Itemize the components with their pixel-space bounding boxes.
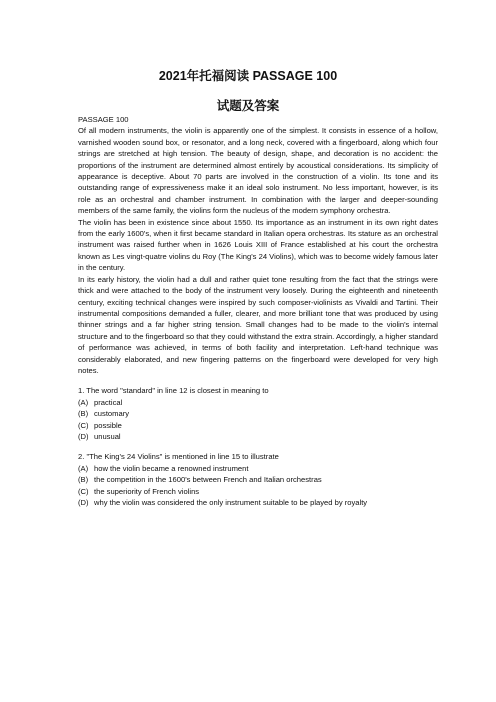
passage-paragraph-1: Of all modern instruments, the violin is apparently one of the simplest. It consists in essence of a hollow, varnished wooden sound box, or resonator, and a long neck, covered with a fingerboard, along which four strings are stretched at high tension. The beauty of design, shape, and decoration is no accident: the proportions of the instrument are determined almost entirely by acoustical considerations. Its simplicity of appearance is deceptive. About 70 parts are involved in the construction of a violin. Its tone and its outstanding range of expressiveness make it an ideal solo instrument. No less important, however, is its role as an orchestral and chamber instrument. In combination with the larger and deeper-sounding members of the same family, the violins form the nucleus of the modern symphony orchestra. bbox=[78, 126, 438, 216]
option-text: unusual bbox=[94, 431, 121, 441]
option-text: customary bbox=[94, 409, 130, 419]
document-title: 2021年托福阅读 PASSAGE 100 bbox=[158, 69, 338, 83]
answer-option bbox=[78, 431, 438, 442]
answer-option bbox=[78, 397, 438, 408]
option-key: (C) bbox=[78, 420, 89, 430]
option-key: (D) bbox=[78, 498, 89, 507]
option-text: how the violin became a renowned instrument bbox=[94, 463, 249, 473]
question-stem: 1. The word "standard" in line 12 is closest in meaning to bbox=[78, 386, 269, 396]
passage-body bbox=[78, 114, 438, 508]
option-key: (A) bbox=[78, 397, 89, 407]
answer-option bbox=[78, 408, 438, 419]
option-key: (A) bbox=[78, 463, 89, 473]
answer-option bbox=[78, 486, 438, 497]
answer-option bbox=[78, 463, 438, 474]
option-key: (C) bbox=[78, 486, 89, 496]
option-text: possible bbox=[94, 420, 122, 430]
answer-option bbox=[78, 420, 438, 431]
passage-paragraph-3: In its early history, the violin had a dull and rather quiet tone resulting from the fact that the strings were thick and were attached to the body of the instrument very loosely. During the eighteenth and nineteenth century, exciting technical changes were inspired by such composer-violinists as Vivaldi and Tartini. Their instrumental compositions demanded a fuller, clearer, and more brilliant tone that was produced by using thinner strings and a far higher string tension. Small changes had to be made to the violin's internal structure and to the fingerboard so that they could withstand the extra strain. Accordingly, a higher standard of performance was achieved, in terms of both facility and interpretation. Left-hand technique was considerably elaborated, and new fingering patterns on the fingerboard were developed for very high notes. bbox=[78, 274, 438, 375]
option-key: (B) bbox=[78, 475, 89, 485]
document-subtitle: 试题及答案 bbox=[216, 99, 280, 113]
option-text: the competition in the 1600's between French and Italian orchestras bbox=[94, 475, 322, 485]
option-key: (D) bbox=[78, 431, 89, 441]
question-1 bbox=[78, 385, 438, 442]
answer-option bbox=[78, 474, 438, 485]
passage-paragraph-2: The violin has been in existence since about 1550. Its importance as an instrument in its own right dates from the early 1600's, when it first became standard in Italian opera orchestras. Its stature as an orchestral instrument was raised further when in 1626 Louis XIII of France established at his court the orchestra known as Les vingt-quatre violins du Roy (The King's 24 Violins), which was to become widely famous later in the century. bbox=[78, 217, 438, 273]
option-text: why the violin was considered the only instrument suitable to be played by royalty bbox=[94, 498, 368, 507]
question-stem: 2. "The King's 24 Violins" is mentioned in line 15 to illustrate bbox=[78, 452, 279, 462]
passage-label: PASSAGE 100 bbox=[78, 115, 129, 124]
option-key: (B) bbox=[78, 409, 89, 419]
option-text: practical bbox=[94, 397, 123, 407]
answer-option bbox=[78, 497, 438, 508]
option-text: the superiority of French violins bbox=[94, 486, 200, 496]
question-2 bbox=[78, 451, 438, 508]
